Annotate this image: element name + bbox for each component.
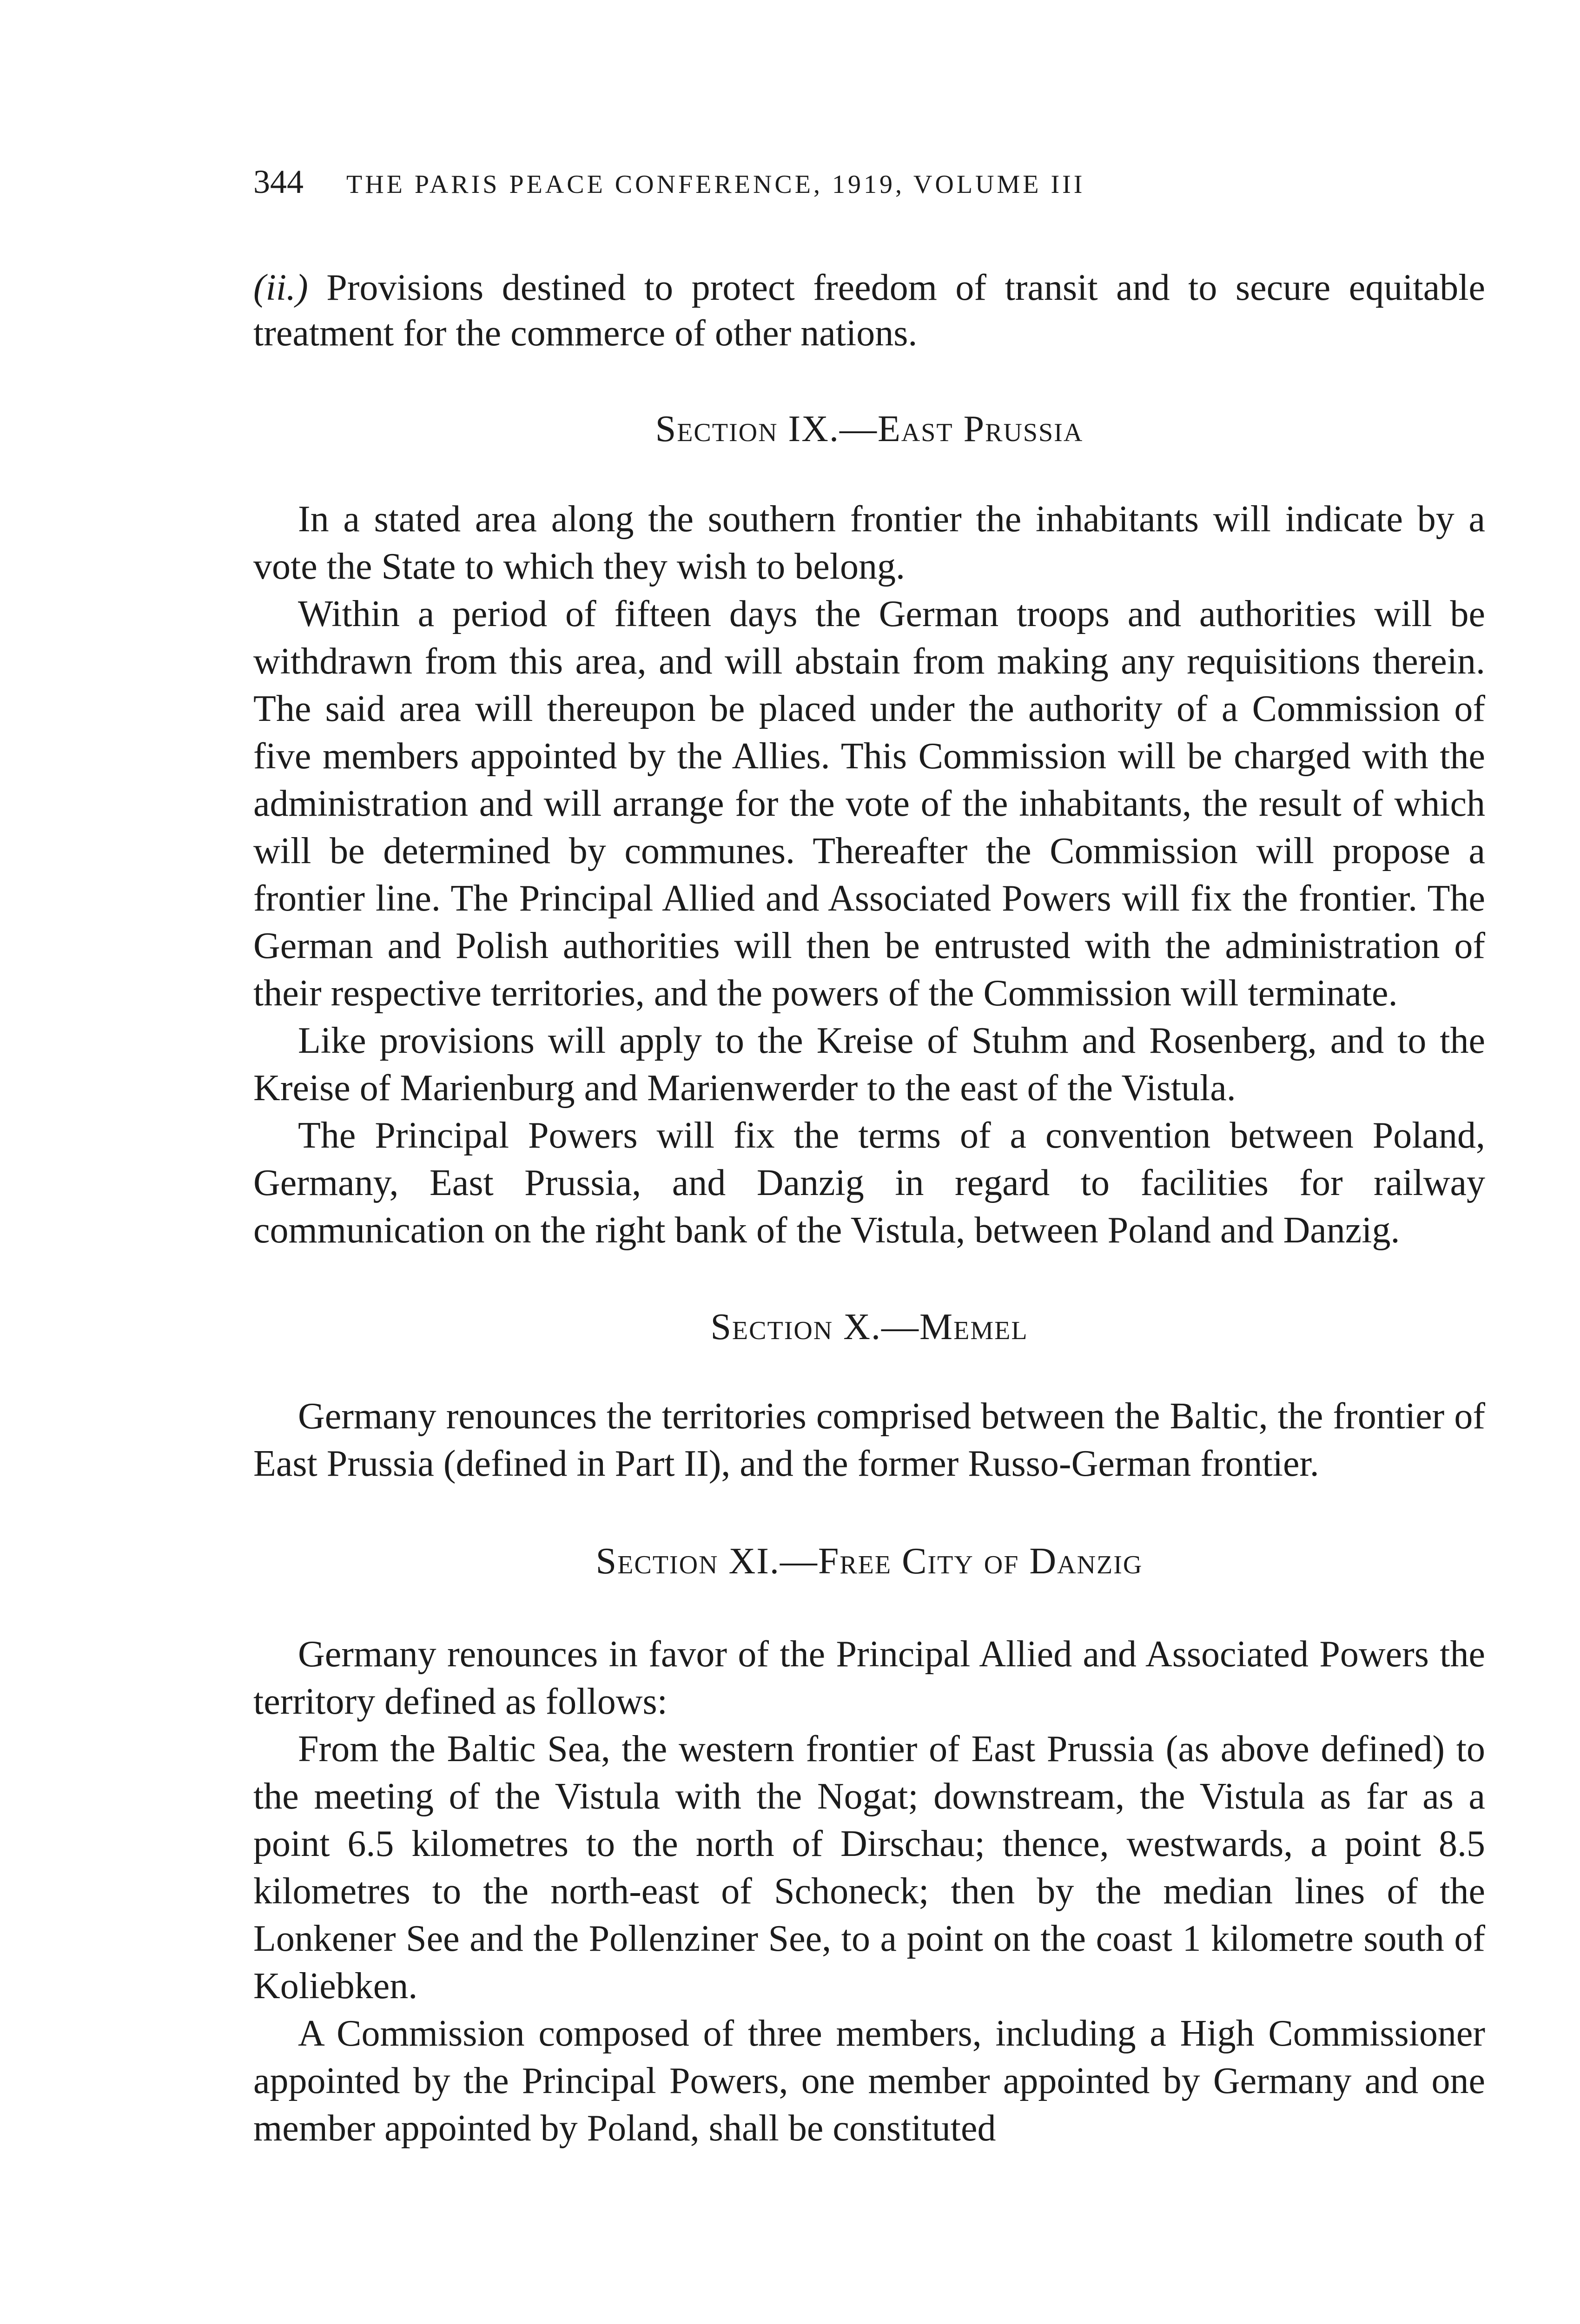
section-ix-paragraph: The Principal Powers will fix the terms of a convention between Poland, Germany, East Prussia, and Danzig in regard to facilities for railway communication on the right bank of the Vistula, between Poland and Danzig. xyxy=(253,1115,1485,1251)
running-title: THE PARIS PEACE CONFERENCE, 1919, VOLUME III xyxy=(346,170,1085,199)
section-ix-paragraph: Within a period of fifteen days the German troops and authorities will be withdrawn from this area, and will abstain from making any requisitions therein. The said area will thereupon be placed under the authority of a Commission of five members appointed by the Allies. This Commission will be charged with the administration and will arrange for the vote of the inhabitants, the result of which will be determined by communes. Thereafter the Commission will propose a frontier line. The Principal Allied and Associated Powers will fix the frontier. The German and Polish authorities will then be entrusted with the administration of their respective territories, and the powers of the Commission will terminate. xyxy=(253,594,1485,1014)
item-ii xyxy=(253,265,1485,356)
section-x-paragraph: Germany renounces the territories comprised between the Baltic, the frontier of East Prussia (defined in Part II), and the former Russo-German frontier. xyxy=(253,1396,1485,1484)
document-page xyxy=(253,163,1485,2152)
section-ix-paragraph: In a stated area along the southern frontier the inhabitants will indicate by a vote the State to which they wish to belong. xyxy=(253,499,1485,587)
section-xi-paragraph: Germany renounces in favor of the Principal Allied and Associated Powers the territory defined as follows: xyxy=(253,1634,1485,1722)
section-x-heading: Section X.—Memel xyxy=(710,1307,1028,1347)
section-xi-heading: Section XI.—Free City of Danzig xyxy=(595,1541,1143,1582)
section-ix-paragraph: Like provisions will apply to the Kreise of Stuhm and Rosenberg, and to the Kreise of Marienburg and Marienwerder to the east of the Vistula. xyxy=(253,1020,1485,1109)
item-ii-numeral: (ii.) xyxy=(253,267,308,308)
page-header xyxy=(253,163,1485,205)
section-ix-heading: Section IX.—East Prussia xyxy=(655,409,1084,449)
section-xi-paragraph: From the Baltic Sea, the western frontier of East Prussia (as above defined) to the meeting of the Vistula with the Nogat; downstream, the Vistula as far as a point 6.5 kilometres to the north of Dirschau; thence, westwards, a point 8.5 kilometres to the north-east of Schoneck; then by the median lines of the Lonkener See and the Pollenziner See, to a point on the coast 1 kilometre south of Koliebken. xyxy=(253,1729,1485,2007)
page-number: 344 xyxy=(253,163,304,200)
section-xi-paragraph: A Commission composed of three members, including a High Commissioner appointed by the Principal Powers, one member appointed by Germany and one member appointed by Poland, shall be constituted xyxy=(253,2013,1485,2149)
item-ii-text: Provisions destined to protect freedom of transit and to secure equitable treatment for the commerce of other nations. xyxy=(253,267,1485,354)
